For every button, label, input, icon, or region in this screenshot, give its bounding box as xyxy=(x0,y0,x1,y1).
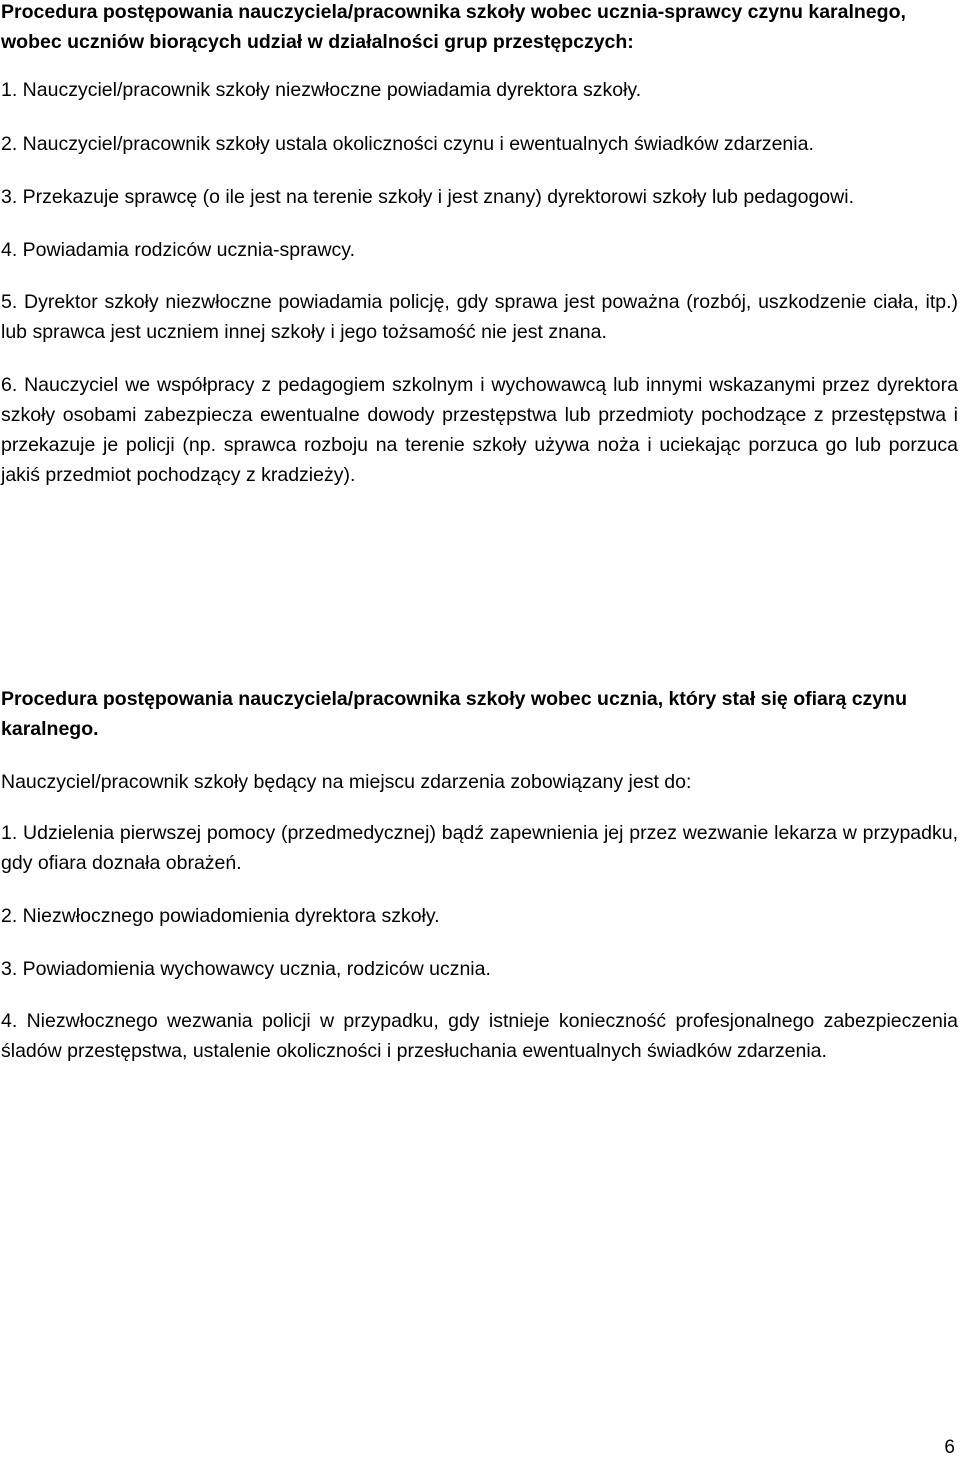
section1-list xyxy=(1,75,958,510)
section1-item-1: 1. Nauczyciel/pracownik szkoły niezwłoczne powiadamia dyrektora szkoły. xyxy=(1,79,642,101)
section2-item-2: 2. Niezwłocznego powiadomienia dyrektora szkoły. xyxy=(1,905,440,927)
section1-item-3: 3. Przekazuje sprawcę (o ile jest na terenie szkoły i jest znany) dyrektorowi szkoły lub pedagogowi. xyxy=(1,186,854,208)
section2-item-1: 1. Udzielenia pierwszej pomocy (przedmedycznej) bądź zapewnienia jej przez wezwanie lekarza w przypadku, gdy ofiara doznała obrażeń. xyxy=(1,822,958,874)
section1-heading: Procedura postępowania nauczyciela/pracownika szkoły wobec ucznia-sprawcy czynu karalnego, wobec uczniów biorących udział w działalności grup przestępczych: xyxy=(1,1,906,53)
section2-item-4: 4. Niezwłocznego wezwania policji w przypadku, gdy istnieje konieczność profesjonalnego zabezpieczenia śladów przestępstwa, ustalenie okoliczności i przesłuchania ewentualnych świadków zdarzenia. xyxy=(1,1010,958,1062)
section2-intro: Nauczyciel/pracownik szkoły będący na miejscu zdarzenia zobowiązany jest do: xyxy=(1,771,692,793)
page-number: 6 xyxy=(944,1437,955,1458)
section1-item-6: 6. Nauczyciel we współpracy z pedagogiem szkolnym i wychowawcą lub innymi wskazanymi przez dyrektora szkoły osobami zabezpiecza ewentualne dowody przestępstwa lub przedmioty pochodzące z przestępstwa i przekazuje je policji (np. sprawca rozboju na terenie szkoły używa noża i uciekając porzuca go lub porzuca jakiś przedmiot pochodzący z kradzieży). xyxy=(1,374,958,486)
section1-item-2: 2. Nauczyciel/pracownik szkoły ustala okoliczności czynu i ewentualnych świadków zdarzenia. xyxy=(1,133,814,155)
section1-item-4: 4. Powiadamia rodziców ucznia-sprawcy. xyxy=(1,239,356,261)
section1-item-5: 5. Dyrektor szkoły niezwłoczne powiadamia policję, gdy sprawa jest poważna (rozbój, uszkodzenie ciała, itp.) lub sprawca jest uczniem innej szkoły i jego tożsamość nie jest znana. xyxy=(1,291,958,343)
section2-heading: Procedura postępowania nauczyciela/pracownika szkoły wobec ucznia, który stał się ofiarą czynu karalnego. xyxy=(1,688,907,740)
section2-list xyxy=(1,818,958,1087)
section2-item-3: 3. Powiadomienia wychowawcy ucznia, rodziców ucznia. xyxy=(1,958,491,980)
